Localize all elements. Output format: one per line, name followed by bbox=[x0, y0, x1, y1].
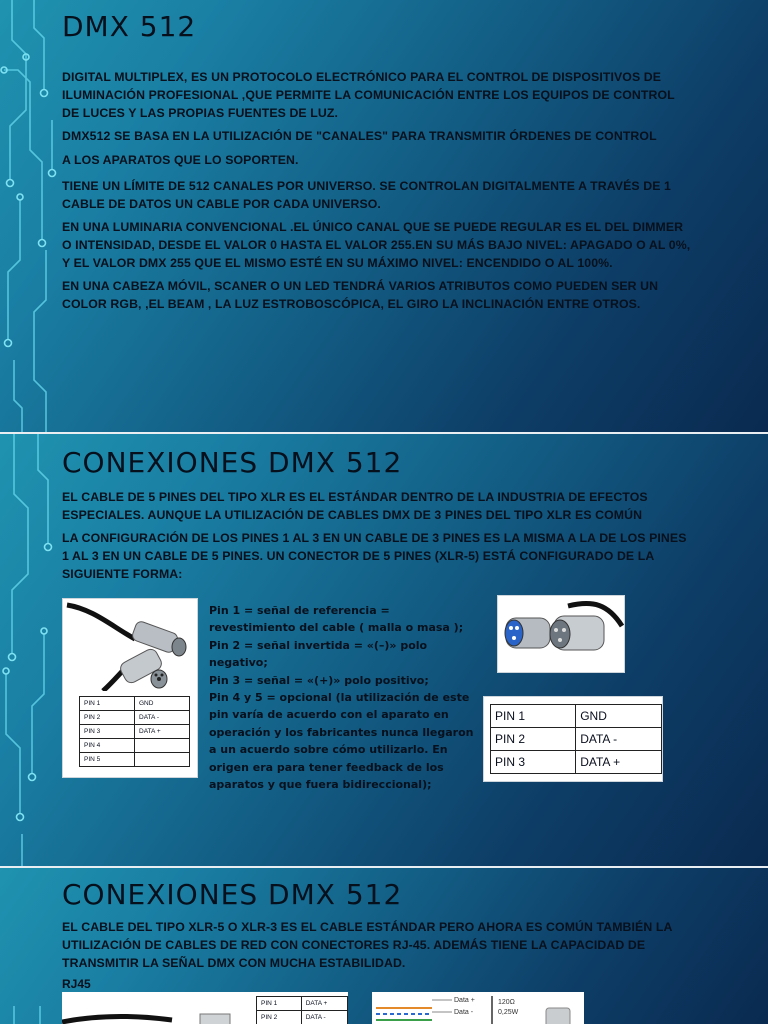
pin-line: Pin 3 = señal = «(+)» polo positivo; bbox=[209, 673, 429, 687]
wiring-label: Data + bbox=[454, 997, 475, 1004]
paragraph: EN UNA LUMINARIA CONVENCIONAL .EL ÚNICO CANAL QUE SE PUEDE REGULAR ES EL DEL DIMMER O INTENSIDAD, DESDE EL VALOR 0 HASTA EL VALOR 255.EN SU MÁS BAJO NIVEL: APAGADO O AL 0%, Y EL VALOR DMX 255 QUE EL MISMO ESTÉ EN SU MÁXIMO NIVEL: ENCENDIDO O AL 100%. bbox=[62, 220, 691, 270]
slide-body bbox=[62, 68, 692, 318]
pin-table-5: PIN 1 GND PIN 2 DATA - PIN 3 DATA + PIN 4 PIN 5 bbox=[79, 696, 190, 767]
pin-line: Pin 1 = señal de referencia = revestimiento del cable ( malla o masa ); bbox=[209, 604, 464, 635]
pin-line: Pin 2 = señal invertida = «(–)» polo negativo; bbox=[209, 638, 428, 670]
pin-table-rj45: PIN 1 DATA + PIN 2 DATA - bbox=[256, 996, 348, 1024]
xlr3-connector-image bbox=[497, 595, 625, 673]
rj45-cable-image bbox=[62, 992, 250, 1024]
paragraph: EL CABLE DE 5 PINES DEL TIPO XLR ES EL ESTÁNDAR DENTRO DE LA INDUSTRIA DE EFECTOS ESPECIALES. AUNQUE LA UTILIZACIÓN DE CABLES DMX DE 3 PINES DEL TIPO XLR ES COMÚN bbox=[62, 490, 648, 522]
rj45-table-panel bbox=[250, 992, 348, 1024]
wiring-label: Data - bbox=[454, 1009, 474, 1016]
rj45-label: RJ45 bbox=[62, 977, 91, 991]
wiring-diagram bbox=[372, 992, 584, 1024]
paragraph: DIGITAL MULTIPLEX, ES UN PROTOCOLO ELECTRÓNICO PARA EL CONTROL DE DISPOSITIVOS DE ILUMINACIÓN PROFESIONAL ,QUE PERMITE LA COMUNICACIÓN ENTRE LOS EQUIPOS DE CONTROL DE LUCES Y LAS PROPIAS FUENTES DE LUZ. bbox=[62, 70, 675, 120]
xlr5-cable-image bbox=[63, 599, 197, 691]
paragraph: EN UNA CABEZA MÓVIL, SCANER O UN LED TENDRÁ VARIOS ATRIBUTOS COMO PUEDEN SER UN COLOR RGB, ,EL BEAM , LA LUZ ESTROBOSCÓPICA, EL GIRO LA INCLINACIÓN ENTRE OTROS. bbox=[62, 279, 659, 311]
slide-body bbox=[62, 488, 692, 588]
paragraph: DMX512 SE BASA EN LA UTILIZACIÓN DE "CANALES" PARA TRANSMITIR ÓRDENES DE CONTROL bbox=[62, 129, 657, 143]
paragraph: A LOS APARATOS QUE LO SOPORTEN. bbox=[62, 153, 299, 167]
slide-title: CONEXIONES DMX 512 bbox=[62, 878, 403, 911]
slide-title: CONEXIONES DMX 512 bbox=[62, 446, 403, 479]
pin-line: Pin 4 y 5 = opcional (la utilización de este pin varía de acuerdo con el aparato en operación y los fabricantes nunca llegaron a un acuerdo sobre cómo utilizarlo. En origen era para tener feedback de los aparatos y que fuera bidireccional); bbox=[209, 691, 474, 792]
slide-body bbox=[62, 918, 692, 991]
pin-table-3: PIN 1 GND PIN 2 DATA - PIN 3 DATA + bbox=[490, 704, 662, 774]
xlr3-table-panel bbox=[483, 696, 663, 782]
slide-conexiones-xlr bbox=[0, 434, 768, 866]
slide-title: DMX 512 bbox=[62, 10, 197, 43]
slide-conexiones-rj45 bbox=[0, 868, 768, 1024]
circuit-decoration bbox=[0, 868, 60, 1024]
wiring-label: 120Ω bbox=[498, 999, 515, 1006]
wiring-label: 0,25W bbox=[498, 1009, 519, 1016]
xlr5-panel bbox=[62, 598, 198, 778]
paragraph: TIENE UN LÍMITE DE 512 CANALES POR UNIVERSO. SE CONTROLAN DIGITALMENTE A TRAVÉS DE 1 CABLE DE DATOS UN CABLE POR CADA UNIVERSO. bbox=[62, 179, 671, 211]
circuit-decoration bbox=[0, 434, 60, 866]
pin-description bbox=[209, 602, 477, 793]
paragraph: EL CABLE DEL TIPO XLR-5 O XLR-3 ES EL CABLE ESTÁNDAR PERO AHORA ES COMÚN TAMBIÉN LA UTILIZACIÓN DE CABLES DE RED CON CONECTORES RJ-45. ADEMÁS TIENE LA CAPACIDAD DE TRANSMITIR LA SEÑAL DMX CON MUCHA ESTABILIDAD. bbox=[62, 920, 672, 970]
circuit-decoration bbox=[0, 0, 60, 432]
slide-dmx-512 bbox=[0, 0, 768, 432]
paragraph: LA CONFIGURACIÓN DE LOS PINES 1 AL 3 EN UN CABLE DE 3 PINES ES LA MISMA A LA DE LOS PINES 1 AL 3 EN UN CABLE DE 5 PINES. UN CONECTOR DE 5 PINES (XLR-5) ESTÁ CONFIGURADO DE LA SIGUIENTE FORMA: bbox=[62, 531, 687, 581]
